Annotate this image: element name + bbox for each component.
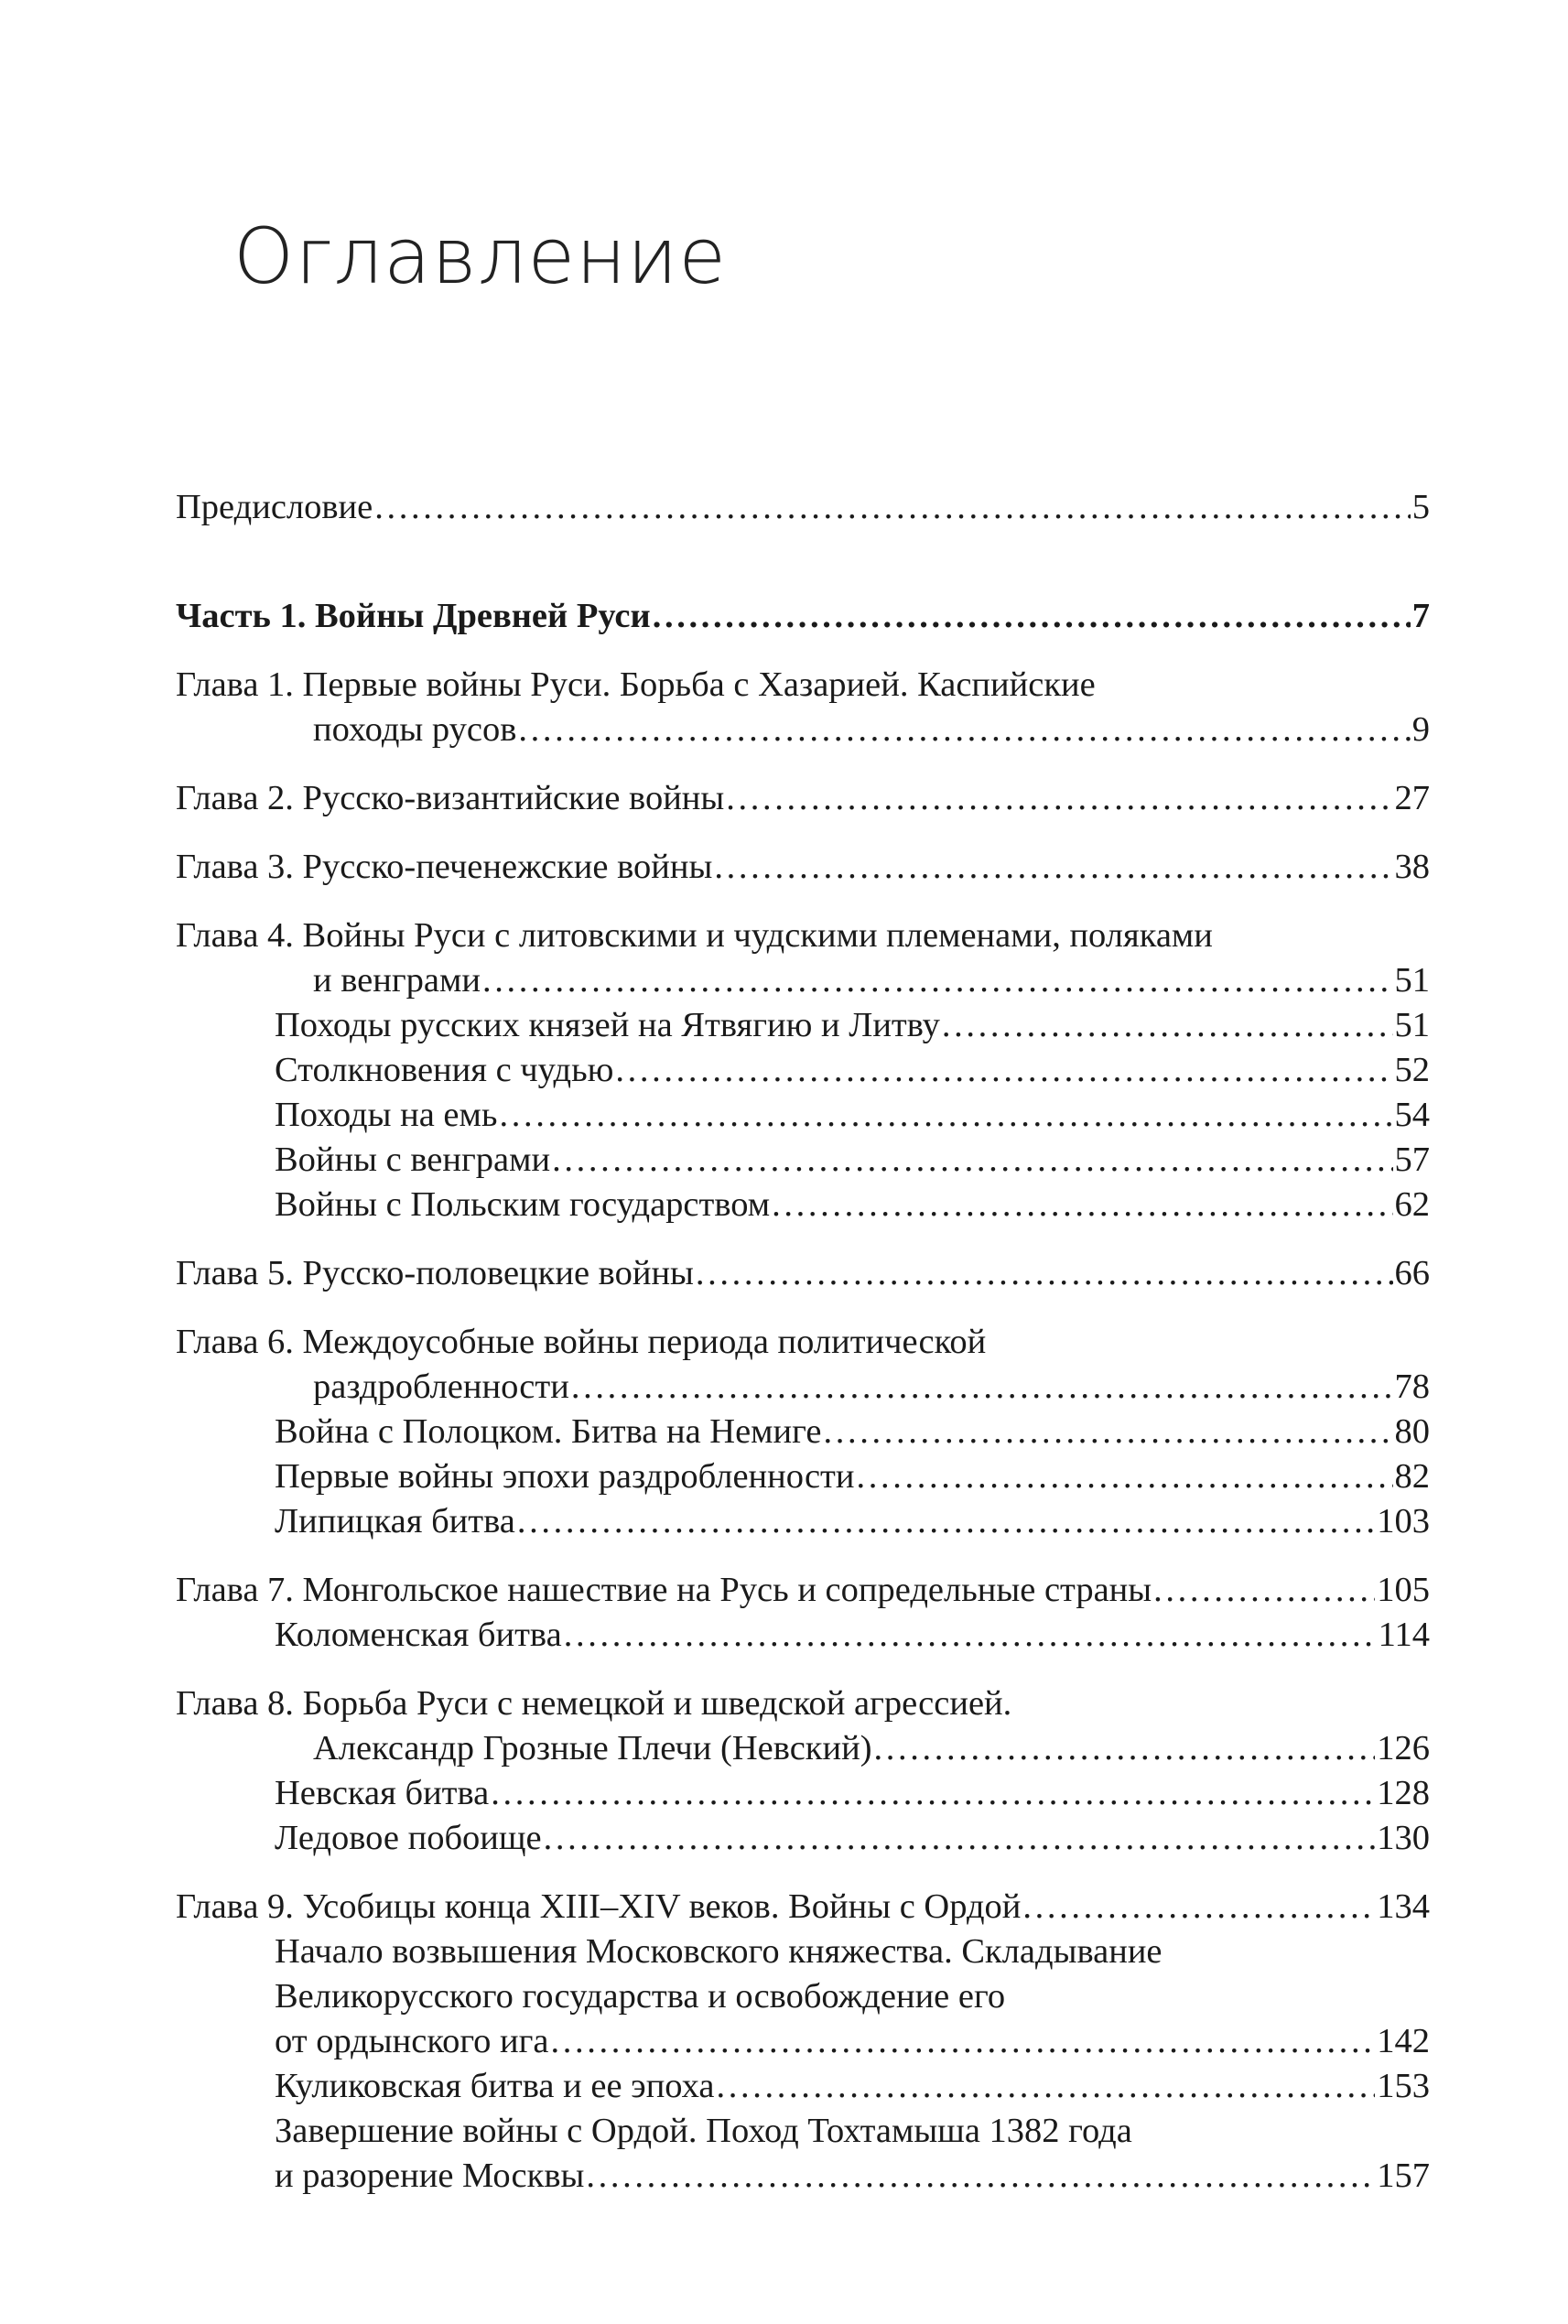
toc-page-number: 7: [1411, 597, 1430, 635]
toc-entry[interactable]: [176, 1681, 1430, 1771]
dot-leader: [544, 1816, 1376, 1861]
toc-page-number: 57: [1394, 1140, 1430, 1179]
toc-entry-text: Походы русских князей на Ятвягию и Литву: [275, 1006, 940, 1044]
toc-entry-text: и венграми: [313, 961, 481, 1000]
toc-spacer: [176, 890, 1430, 913]
toc-subentry[interactable]: [176, 1410, 1430, 1454]
dot-leader: [1022, 1885, 1375, 1929]
toc-entry-text: Глава 5. Русско-половецкие войны: [176, 1254, 694, 1292]
toc-entry-text: Столкновения с чудью: [275, 1051, 614, 1089]
dot-leader: [856, 1454, 1392, 1499]
toc-subentry[interactable]: [176, 1003, 1430, 1048]
toc-page-number: 114: [1378, 1616, 1430, 1654]
dot-leader: [482, 958, 1393, 1003]
toc-entry-text: Первые войны эпохи раздробленности: [275, 1457, 855, 1496]
toc-entry-text: и разорение Москвы: [275, 2156, 585, 2195]
dot-leader: [518, 708, 1410, 752]
dot-leader: [714, 845, 1392, 890]
toc-spacer: [176, 1296, 1430, 1320]
toc-page-number: 153: [1377, 2067, 1430, 2105]
dot-leader: [374, 485, 1411, 530]
toc-spacer: [176, 530, 1430, 594]
toc-subentry[interactable]: [176, 1929, 1430, 2064]
toc-page-number: 130: [1377, 1819, 1430, 1857]
toc-page-number: 54: [1394, 1096, 1430, 1134]
toc-entry[interactable]: [176, 663, 1430, 752]
dot-leader: [716, 2064, 1375, 2109]
toc-entry[interactable]: [176, 913, 1430, 1003]
dot-leader: [491, 1771, 1375, 1816]
toc-entry[interactable]: [176, 845, 1430, 890]
toc-subentry[interactable]: [176, 1138, 1430, 1183]
dot-leader: [772, 1183, 1392, 1227]
toc-entry-text: Походы на емь: [275, 1096, 498, 1134]
toc-entry-text: Невская битва: [275, 1774, 490, 1812]
toc-page-number: 66: [1394, 1254, 1430, 1292]
toc-page-number: 157: [1377, 2156, 1430, 2195]
toc-entry-text: Войны с венграми: [275, 1140, 551, 1179]
toc-page-number: 103: [1377, 1502, 1430, 1540]
toc-page-number: 52: [1394, 1051, 1430, 1089]
toc-entry[interactable]: [176, 1885, 1430, 1929]
toc-entry-text: раздробленности: [313, 1367, 569, 1406]
toc-entry-text: Начало возвышения Московского княжества. Складывание: [275, 1932, 1162, 1971]
dot-leader: [571, 1365, 1393, 1410]
dot-leader: [942, 1003, 1393, 1048]
dot-leader: [552, 1138, 1392, 1183]
toc-entry-text: Куликовская битва и ее эпоха: [275, 2067, 715, 2105]
toc-entry-text: Глава 9. Усобицы конца XIII–XIV веков. Войны с Ордой: [176, 1887, 1022, 1926]
toc-entry[interactable]: [176, 1568, 1430, 1613]
toc-entry-text: Великорусского государства и освобождение его: [275, 1977, 1006, 2016]
dot-leader: [653, 594, 1411, 639]
toc-subentry[interactable]: [176, 1499, 1430, 1544]
toc-entry-text: Завершение войны с Ордой. Поход Тохтамыша 1382 года: [275, 2112, 1132, 2150]
table-of-contents: [176, 485, 1430, 2199]
toc-page-number: 78: [1394, 1367, 1430, 1406]
dot-leader: [564, 1613, 1377, 1658]
toc-page-number: 9: [1411, 710, 1430, 749]
dot-leader: [517, 1499, 1375, 1544]
toc-entry-text: Коломенская битва: [275, 1616, 562, 1654]
page-title: Оглавление: [233, 211, 728, 301]
toc-subentry[interactable]: [176, 2109, 1430, 2199]
toc-spacer: [176, 752, 1430, 776]
toc-entry-text: походы русов: [313, 710, 517, 749]
toc-entry-text: Глава 7. Монгольское нашествие на Русь и сопредельные страны: [176, 1571, 1152, 1609]
toc-page-number: 126: [1377, 1729, 1430, 1767]
toc-spacer: [176, 821, 1430, 845]
toc-spacer: [176, 1861, 1430, 1885]
toc-page-number: 142: [1377, 2022, 1430, 2060]
dot-leader: [551, 2019, 1376, 2064]
toc-page-number: 27: [1394, 779, 1430, 817]
dot-leader: [1153, 1568, 1375, 1613]
toc-entry-text: Глава 2. Русско-византийские войны: [176, 779, 725, 817]
dot-leader: [824, 1410, 1393, 1454]
toc-subentry[interactable]: [176, 2064, 1430, 2109]
dot-leader: [726, 776, 1392, 821]
toc-subentry[interactable]: [176, 1093, 1430, 1138]
toc-entry[interactable]: [176, 594, 1430, 639]
toc-spacer: [176, 639, 1430, 663]
toc-entry-text: от ордынского ига: [275, 2022, 549, 2060]
toc-subentry[interactable]: [176, 1454, 1430, 1499]
toc-entry-text: Часть 1. Войны Древней Руси: [176, 597, 651, 635]
toc-entry-text: Глава 1. Первые войны Руси. Борьба с Хазарией. Каспийские: [176, 665, 1096, 704]
toc-page-number: 82: [1394, 1457, 1430, 1496]
toc-spacer: [176, 1227, 1430, 1251]
toc-entry[interactable]: [176, 1251, 1430, 1296]
toc-page-number: 38: [1394, 848, 1430, 886]
toc-subentry[interactable]: [176, 1183, 1430, 1227]
toc-entry-text: Липицкая битва: [275, 1502, 515, 1540]
toc-entry-text: Войны с Польским государством: [275, 1185, 771, 1224]
dot-leader: [499, 1093, 1392, 1138]
toc-page-number: 62: [1394, 1185, 1430, 1224]
toc-entry-text: Война с Полоцком. Битва на Немиге: [275, 1412, 822, 1451]
toc-page-number: 51: [1394, 1006, 1430, 1044]
toc-spacer: [176, 1544, 1430, 1568]
toc-page-number: 5: [1411, 488, 1430, 526]
toc-subentry[interactable]: [176, 1613, 1430, 1658]
toc-entry-text: Александр Грозные Плечи (Невский): [313, 1729, 872, 1767]
toc-page-number: 80: [1394, 1412, 1430, 1451]
toc-entry-text: Глава 4. Войны Руси с литовскими и чудскими племенами, поляками: [176, 916, 1213, 955]
toc-entry-text: Глава 3. Русско-печенежские войны: [176, 848, 713, 886]
toc-entry[interactable]: [176, 485, 1430, 530]
toc-page-number: 51: [1394, 961, 1430, 1000]
toc-entry-text: Глава 6. Междоусобные войны периода политической: [176, 1323, 987, 1361]
toc-entry[interactable]: [176, 776, 1430, 821]
toc-page-number: 134: [1377, 1887, 1430, 1926]
dot-leader: [586, 2154, 1375, 2199]
toc-subentry[interactable]: [176, 1048, 1430, 1093]
toc-entry-text: Глава 8. Борьба Руси с немецкой и шведской агрессией.: [176, 1684, 1012, 1723]
dot-leader: [874, 1726, 1376, 1771]
toc-entry[interactable]: [176, 1320, 1430, 1410]
toc-spacer: [176, 1658, 1430, 1681]
dot-leader: [696, 1251, 1393, 1296]
toc-entry-text: Ледовое побоище: [275, 1819, 542, 1857]
toc-subentry[interactable]: [176, 1816, 1430, 1861]
dot-leader: [615, 1048, 1392, 1093]
toc-page-number: 128: [1377, 1774, 1430, 1812]
toc-page-number: 105: [1377, 1571, 1430, 1609]
toc-subentry[interactable]: [176, 1771, 1430, 1816]
toc-entry-text: Предисловие: [176, 488, 373, 526]
